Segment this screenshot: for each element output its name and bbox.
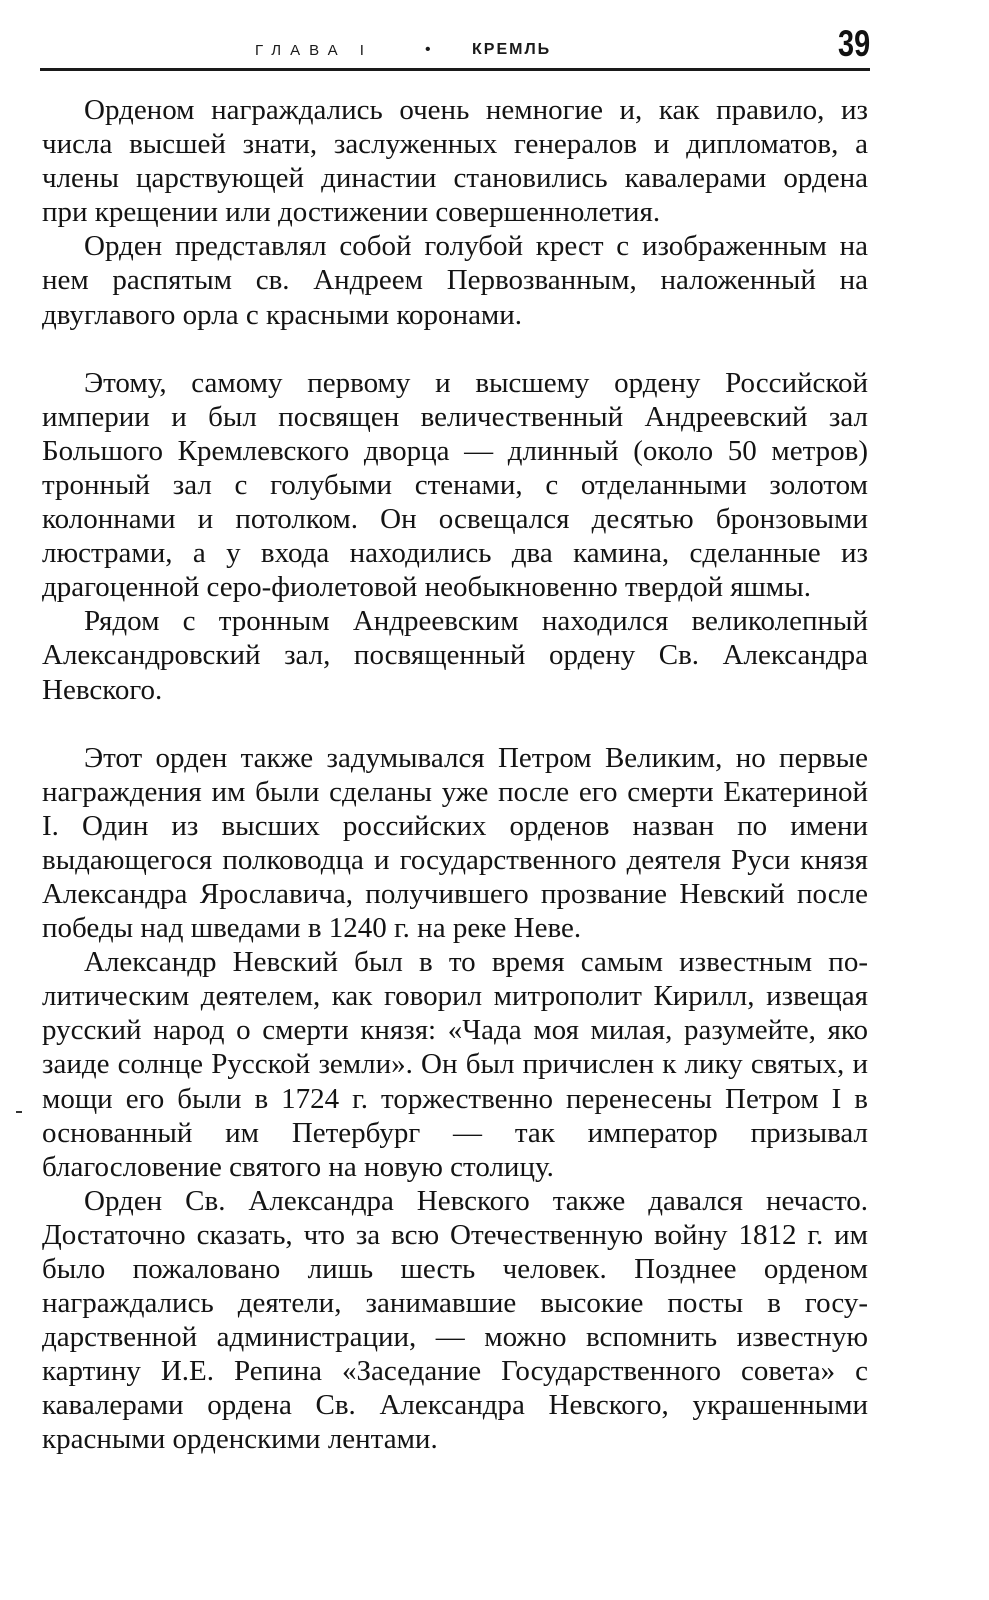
book-page bbox=[40, 0, 870, 1600]
header-rule bbox=[40, 68, 870, 71]
paragraph: Александр Невский был в то время самым известным политическим деятелем, как говорил митрополит Кирилл, извещая русский народ о смерти князя: «Чада моя милая, разумейте, яко заиде солнце Русской земли». Он был причислен к лику святых, и мощи его были в 1724 г. торжественно перенесены Петром I в основанный им Петербург — так император призывал благословение святого на новую столицу. bbox=[42, 946, 868, 1183]
section-title: КРЕМЛЬ bbox=[472, 41, 552, 58]
paragraph: Орден Св. Александра Невского также давался нечасто. Достаточно сказать, что за всю Отечественную войну 1812 г. им было пожаловано лишь шесть человек. Позднее орденом награждались деятели, занимавшие высокие посты в государственной администрации, — можно вспомнить известную картину И.Е. Репина «Заседание Государственного совета» с кавалерами ордена Св. Александра Невского, украшенными красными орденскими лентами. bbox=[42, 1184, 868, 1456]
paragraph: Рядом с тронным Андреевским находился великолепный Александровский зал, посвященный ордену Св. Александра Невского. bbox=[42, 605, 868, 706]
page-number: 39 bbox=[837, 23, 870, 64]
paragraph: Этот орден также задумывался Петром Великим, но первые награждения им были сделаны уже после его смерти Екатериной I. Один из высших российских орденов назван по имени выдающегося полководца и государственного деятеля Руси князя Александра Ярославича, получившего прозвание Невский после победы над шведами в 1240 г. на реке Неве. bbox=[42, 741, 868, 945]
running-head bbox=[40, 20, 870, 72]
paragraph: Этому, самому первому и высшему ордену Российской империи и был посвящен величественный Андреевский зал Большого Кремлевского дворца — длинный (около 50 метров) тронный зал с голубыми стенами, с отделанными золотом колоннами и потолком. Он освещался десятью бронзовыми люстрами, а у входа находились два камина, сделанные из драгоценной серо-фиолетовой необыкновенно твердой яшмы. bbox=[42, 366, 868, 604]
paragraph: Орденом награждались очень немногие и, как правило, из числа высшей знати, заслуженных генералов и дипломатов, а члены царствующей династии становились кавалерами ордена при крещении или достижении совершеннолетия. bbox=[42, 94, 868, 229]
chapter-label: ГЛАВА I bbox=[255, 42, 373, 59]
header-separator: • bbox=[425, 41, 431, 58]
paragraph: Орден представлял собой голубой крест с изображенным на нем распятым св. Андреем Первозванным, наложенный на двуглавого орла с красными коронами. bbox=[42, 230, 868, 331]
body-text bbox=[42, 93, 868, 1457]
margin-mark bbox=[16, 1111, 22, 1113]
